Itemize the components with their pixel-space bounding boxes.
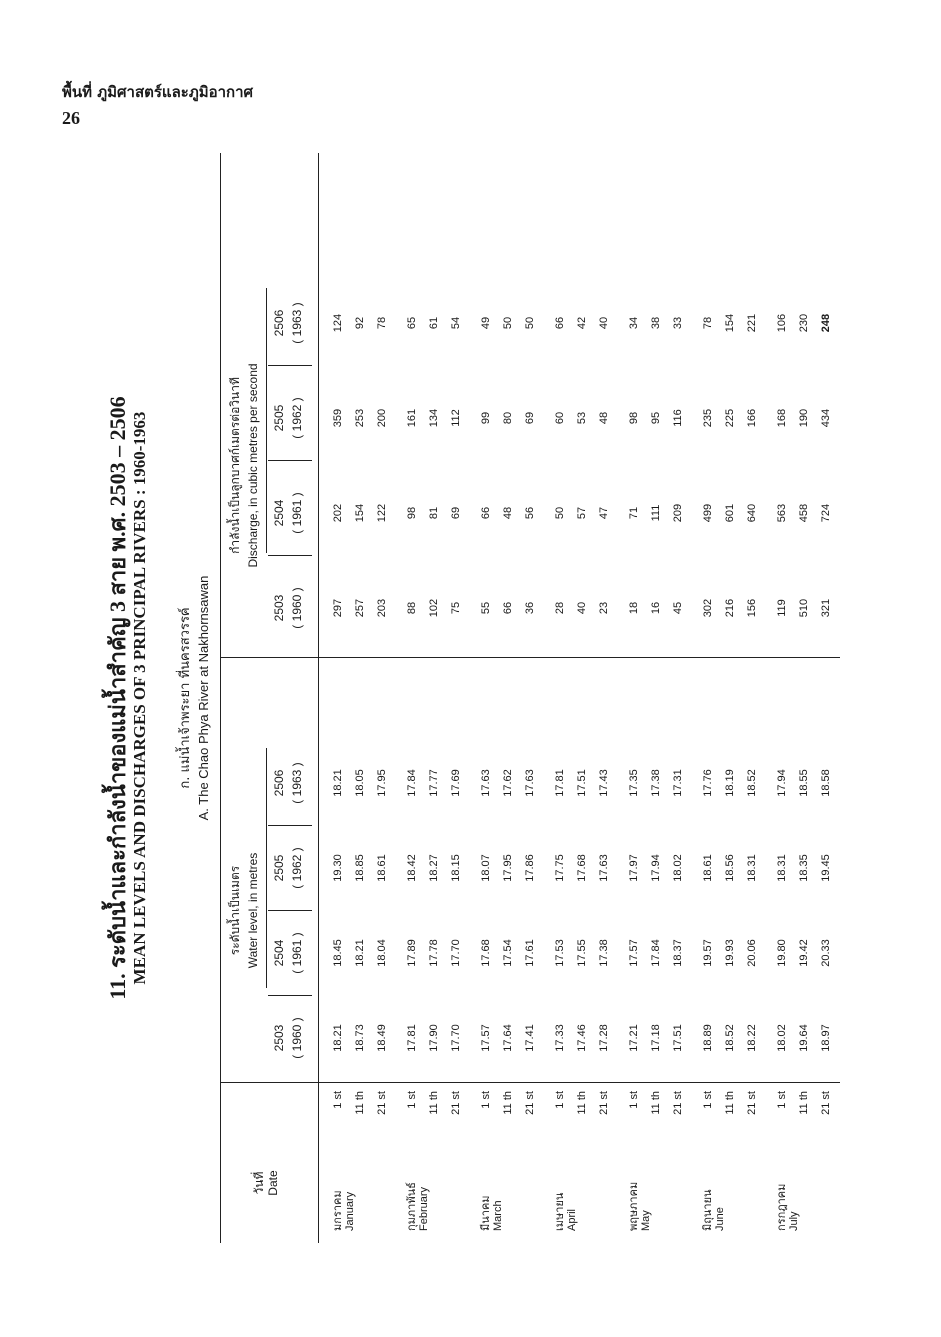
- discharge-value: 69: [524, 411, 536, 425]
- water-level-value: 17.38: [650, 769, 662, 797]
- water-level-value: 18.49: [376, 1024, 388, 1052]
- row-day: 21 st: [746, 1091, 758, 1115]
- discharge-value: 50: [502, 316, 514, 330]
- discharge-value: 75: [450, 601, 462, 615]
- discharge-value: 50: [524, 316, 536, 330]
- month-name-english: April: [566, 1208, 578, 1231]
- column-divider: [268, 995, 312, 996]
- discharge-value: 156: [746, 598, 758, 618]
- discharge-value: 38: [650, 316, 662, 330]
- discharge-value: 99: [480, 411, 492, 425]
- water-level-value: 17.68: [480, 939, 492, 967]
- water-level-value: 17.64: [502, 1024, 514, 1052]
- discharge-header-thai: กำลังน้ำเป็นลูกบาศก์เมตรต่อวินาที: [228, 377, 242, 554]
- discharge-group-rule: [266, 288, 267, 553]
- water-level-value: 18.55: [798, 769, 810, 797]
- discharge-value: 47: [598, 506, 610, 520]
- date-column-divider: [220, 1082, 840, 1083]
- water-level-value: 19.80: [776, 939, 788, 967]
- discharge-value: 60: [554, 411, 566, 425]
- water-level-value: 18.42: [406, 854, 418, 882]
- water-level-value: 19.64: [798, 1024, 810, 1052]
- water-level-value: 17.89: [406, 939, 418, 967]
- discharge-value: 154: [354, 503, 366, 523]
- discharge-value: 434: [820, 408, 832, 428]
- discharge-value: 33: [672, 316, 684, 330]
- water-level-value: 17.31: [672, 769, 684, 797]
- discharge-value: 16: [650, 601, 662, 615]
- discharge-value: 80: [502, 411, 514, 425]
- water-level-value: 19.30: [332, 854, 344, 882]
- water-level-value: 17.90: [428, 1024, 440, 1052]
- water-level-value: 18.19: [724, 769, 736, 797]
- water-level-value: 17.94: [776, 769, 788, 797]
- discharge-value: 202: [332, 503, 344, 523]
- water-level-value: 18.97: [820, 1024, 832, 1052]
- water-level-value: 17.33: [554, 1024, 566, 1052]
- water-level-value: 17.51: [672, 1024, 684, 1052]
- water-level-value: 17.95: [376, 769, 388, 797]
- water-level-value: 18.61: [376, 854, 388, 882]
- water-level-value: 17.84: [406, 769, 418, 797]
- year-header-be: 2505: [272, 854, 286, 882]
- discharge-value: 235: [702, 408, 714, 428]
- water-level-value: 18.58: [820, 769, 832, 797]
- title-english: MEAN LEVELS AND DISCHARGES OF 3 PRINCIPAL RIVERS : 1960-1963: [130, 411, 149, 985]
- discharge-value: 88: [406, 601, 418, 615]
- discharge-value: 253: [354, 408, 366, 428]
- row-day: 1 st: [776, 1091, 788, 1109]
- water-level-value: 19.93: [724, 939, 736, 967]
- rotated-table-page: [100, 153, 840, 1243]
- month-name-thai: เมษายน: [553, 1192, 566, 1231]
- row-day: 11 th: [576, 1091, 588, 1115]
- discharge-value: 55: [480, 601, 492, 615]
- date-header-thai: วันที่: [252, 1171, 266, 1195]
- discharge-value: 161: [406, 408, 418, 428]
- water-level-value: 18.22: [746, 1024, 758, 1052]
- discharge-value: 119: [776, 599, 788, 617]
- water-level-value: 17.61: [524, 939, 536, 967]
- column-divider: [268, 365, 312, 366]
- water-level-value: 17.84: [650, 939, 662, 967]
- row-day: 1 st: [628, 1091, 640, 1109]
- discharge-value: 65: [406, 316, 418, 330]
- water-level-value: 18.52: [746, 769, 758, 797]
- discharge-value: 28: [554, 601, 566, 615]
- row-day: 11 th: [650, 1091, 662, 1115]
- water-level-value: 17.57: [480, 1024, 492, 1052]
- row-day: 21 st: [820, 1091, 832, 1115]
- year-header-ad: ( 1962 ): [290, 847, 304, 889]
- month-name-thai: มีนาคม: [479, 1195, 492, 1231]
- row-day: 11 th: [428, 1091, 440, 1115]
- discharge-value: 48: [598, 411, 610, 425]
- water-level-value: 17.81: [554, 769, 566, 797]
- row-day: 11 th: [724, 1091, 736, 1115]
- year-header-be: 2506: [272, 309, 286, 337]
- water-level-value: 18.05: [354, 769, 366, 797]
- discharge-value: 154: [724, 313, 736, 333]
- discharge-value: 92: [354, 316, 366, 330]
- discharge-value: 45: [672, 601, 684, 615]
- page-header: พื้นที่ ภูมิศาสตร์และภูมิอากาศ: [62, 83, 254, 101]
- water-level-value: 17.75: [554, 854, 566, 882]
- water-level-value: 17.62: [502, 769, 514, 797]
- year-header-ad: ( 1961 ): [290, 932, 304, 974]
- year-header-ad: ( 1962 ): [290, 397, 304, 439]
- water-level-value: 18.52: [724, 1024, 736, 1052]
- row-day: 21 st: [598, 1091, 610, 1115]
- section-title-thai: ก. แม่น้ำเจ้าพระยา ที่นครสวรรค์: [178, 607, 193, 789]
- water-level-value: 18.04: [376, 939, 388, 967]
- table-top-rule: [220, 153, 221, 1243]
- row-day: 1 st: [332, 1091, 344, 1109]
- row-day: 1 st: [480, 1091, 492, 1109]
- discharge-value: 53: [576, 411, 588, 425]
- discharge-value: 95: [650, 411, 662, 425]
- discharge-value: 112: [450, 409, 462, 427]
- water-level-value: 18.56: [724, 854, 736, 882]
- year-header-ad: ( 1960 ): [290, 587, 304, 629]
- date-header-english: Date: [266, 1170, 280, 1196]
- water-level-value: 17.55: [576, 939, 588, 967]
- discharge-value: 54: [450, 316, 462, 330]
- water-level-value: 18.02: [776, 1024, 788, 1052]
- water-level-header-english: Water level, in metres: [246, 852, 260, 969]
- month-name-thai: กรกฎาคม: [775, 1183, 788, 1231]
- discharge-value: 640: [746, 503, 758, 523]
- water-level-value: 17.94: [650, 854, 662, 882]
- water-level-value: 17.21: [628, 1024, 640, 1052]
- discharge-value: 42: [576, 316, 588, 330]
- water-level-value: 17.46: [576, 1024, 588, 1052]
- discharge-value: 57: [576, 506, 588, 520]
- column-divider: [268, 910, 312, 911]
- discharge-value: 78: [376, 316, 388, 330]
- discharge-value: 190: [798, 408, 810, 428]
- discharge-value: 257: [354, 598, 366, 618]
- water-level-value: 17.76: [702, 769, 714, 797]
- year-header-be: 2506: [272, 769, 286, 797]
- discharge-value: 166: [746, 408, 758, 428]
- section-divider: [220, 657, 840, 658]
- discharge-value: 61: [428, 316, 440, 330]
- water-level-value: 18.27: [428, 854, 440, 882]
- month-name-english: July: [788, 1211, 800, 1231]
- month-name-english: June: [714, 1207, 726, 1231]
- water-level-value: 17.70: [450, 939, 462, 967]
- water-level-value: 17.78: [428, 939, 440, 967]
- discharge-value: 724: [820, 503, 832, 523]
- discharge-value: 98: [628, 411, 640, 425]
- discharge-value: 458: [798, 503, 810, 523]
- row-day: 21 st: [450, 1091, 462, 1115]
- water-level-value: 17.35: [628, 769, 640, 797]
- discharge-value: 66: [502, 601, 514, 615]
- water-level-value: 20.06: [746, 939, 758, 967]
- row-day: 1 st: [554, 1091, 566, 1109]
- discharge-value: 23: [598, 601, 610, 615]
- discharge-value: 40: [576, 601, 588, 615]
- row-day: 11 th: [502, 1091, 514, 1115]
- water-level-value: 18.21: [332, 1024, 344, 1052]
- water-level-value: 17.63: [480, 769, 492, 797]
- water-level-value: 17.38: [598, 939, 610, 967]
- discharge-value: 563: [776, 503, 788, 523]
- water-level-value: 17.77: [428, 769, 440, 797]
- water-level-value: 19.45: [820, 854, 832, 882]
- discharge-value: 134: [428, 408, 440, 428]
- discharge-value: 209: [672, 503, 684, 523]
- header-bottom-rule: [318, 153, 319, 1243]
- water-level-value: 18.89: [702, 1024, 714, 1052]
- water-level-value: 17.18: [650, 1024, 662, 1052]
- discharge-value: 71: [628, 506, 640, 520]
- water-level-value: 17.51: [576, 769, 588, 797]
- water-level-value: 17.69: [450, 769, 462, 797]
- discharge-value: 56: [524, 506, 536, 520]
- discharge-value: 221: [746, 313, 758, 333]
- water-level-value: 18.85: [354, 854, 366, 882]
- water-level-value: 17.54: [502, 939, 514, 967]
- water-level-value: 18.21: [354, 939, 366, 967]
- discharge-value: 69: [450, 506, 462, 520]
- page-number: 26: [62, 108, 80, 128]
- discharge-value: 203: [376, 598, 388, 618]
- water-level-value: 17.81: [406, 1024, 418, 1052]
- discharge-value: 106: [776, 313, 788, 333]
- discharge-value: 66: [554, 316, 566, 330]
- month-name-english: February: [418, 1186, 430, 1231]
- discharge-value: 78: [702, 316, 714, 330]
- month-name-thai: มกราคม: [331, 1190, 344, 1231]
- water-level-value: 18.31: [776, 854, 788, 882]
- water-level-value: 17.43: [598, 769, 610, 797]
- discharge-value: 81: [428, 506, 440, 520]
- water-level-value: 18.73: [354, 1024, 366, 1052]
- water-level-value: 17.70: [450, 1024, 462, 1052]
- water-level-group-rule: [266, 748, 267, 988]
- row-day: 11 th: [354, 1091, 366, 1115]
- water-level-value: 17.86: [524, 854, 536, 882]
- discharge-value: 102: [428, 598, 440, 618]
- discharge-value: 359: [332, 408, 344, 428]
- month-name-thai: มิถุนายน: [701, 1189, 714, 1231]
- discharge-value: 40: [598, 316, 610, 330]
- year-header-be: 2503: [272, 594, 286, 622]
- water-level-value: 18.07: [480, 854, 492, 882]
- discharge-value: 18: [628, 601, 640, 615]
- discharge-value: 297: [332, 598, 344, 618]
- discharge-value: 230: [798, 313, 810, 333]
- column-divider: [268, 460, 312, 461]
- discharge-value: 48: [502, 506, 514, 520]
- water-level-header-thai: ระดับน้ำเป็นเมตร: [228, 865, 242, 956]
- water-level-value: 17.41: [524, 1024, 536, 1052]
- discharge-value: 124: [332, 313, 344, 333]
- discharge-value: 34: [628, 316, 640, 330]
- water-level-value: 18.02: [672, 854, 684, 882]
- year-header-be: 2504: [272, 499, 286, 527]
- discharge-value: 50: [554, 506, 566, 520]
- water-level-value: 20.33: [820, 939, 832, 967]
- discharge-value: 116: [672, 409, 684, 427]
- discharge-value: 49: [480, 316, 492, 330]
- discharge-header-english: Discharge, in cubic metres per second: [246, 363, 260, 568]
- month-name-english: May: [640, 1210, 652, 1231]
- year-header-ad: ( 1960 ): [290, 1017, 304, 1059]
- water-level-value: 18.61: [702, 854, 714, 882]
- discharge-value: 200: [376, 408, 388, 428]
- water-level-value: 18.45: [332, 939, 344, 967]
- column-divider: [268, 555, 312, 556]
- water-level-value: 18.37: [672, 939, 684, 967]
- year-header-ad: ( 1963 ): [290, 762, 304, 804]
- row-day: 21 st: [672, 1091, 684, 1115]
- water-level-value: 18.35: [798, 854, 810, 882]
- water-level-value: 17.28: [598, 1024, 610, 1052]
- discharge-value: 302: [702, 598, 714, 618]
- discharge-value: 510: [798, 598, 810, 618]
- discharge-value: 321: [820, 598, 832, 618]
- month-name-thai: พฤษภาคม: [627, 1181, 640, 1231]
- month-name-thai: กุมภาพันธ์: [405, 1182, 418, 1231]
- month-name-english: March: [492, 1200, 504, 1231]
- year-header-be: 2503: [272, 1024, 286, 1052]
- water-level-value: 18.21: [332, 769, 344, 797]
- row-day: 11 th: [798, 1091, 810, 1115]
- water-level-value: 17.68: [576, 854, 588, 882]
- row-day: 1 st: [702, 1091, 714, 1109]
- discharge-value: 225: [724, 408, 736, 428]
- discharge-value: 36: [524, 601, 536, 615]
- water-level-value: 17.63: [524, 769, 536, 797]
- discharge-value: 168: [776, 408, 788, 428]
- water-level-value: 17.95: [502, 854, 514, 882]
- discharge-value: 111: [650, 504, 662, 522]
- year-header-be: 2504: [272, 939, 286, 967]
- section-title-english: A. The Chao Phya River at Nakhornsawan: [196, 575, 211, 821]
- discharge-value: 216: [724, 598, 736, 618]
- year-header-be: 2505: [272, 404, 286, 432]
- discharge-value: 499: [702, 503, 714, 523]
- water-level-value: 17.53: [554, 939, 566, 967]
- water-level-value: 19.42: [798, 939, 810, 967]
- row-day: 21 st: [376, 1091, 388, 1115]
- row-day: 1 st: [406, 1091, 418, 1109]
- water-level-value: 17.97: [628, 854, 640, 882]
- year-header-ad: ( 1963 ): [290, 302, 304, 344]
- water-level-value: 17.63: [598, 854, 610, 882]
- discharge-value: 248: [820, 313, 832, 333]
- water-level-value: 18.31: [746, 854, 758, 882]
- discharge-value: 601: [724, 503, 736, 523]
- discharge-value: 98: [406, 506, 418, 520]
- water-level-value: 19.57: [702, 939, 714, 967]
- title-thai: 11. ระดับน้ำและกำลังน้ำของแม่น้ำสำคัญ 3 สาย พ.ศ. 2503 – 2506: [105, 396, 130, 1000]
- discharge-value: 122: [376, 503, 388, 523]
- discharge-value: 66: [480, 506, 492, 520]
- row-day: 21 st: [524, 1091, 536, 1115]
- month-name-english: January: [344, 1191, 356, 1231]
- water-level-value: 17.57: [628, 939, 640, 967]
- column-divider: [268, 825, 312, 826]
- water-level-value: 18.15: [450, 854, 462, 882]
- year-header-ad: ( 1961 ): [290, 492, 304, 534]
